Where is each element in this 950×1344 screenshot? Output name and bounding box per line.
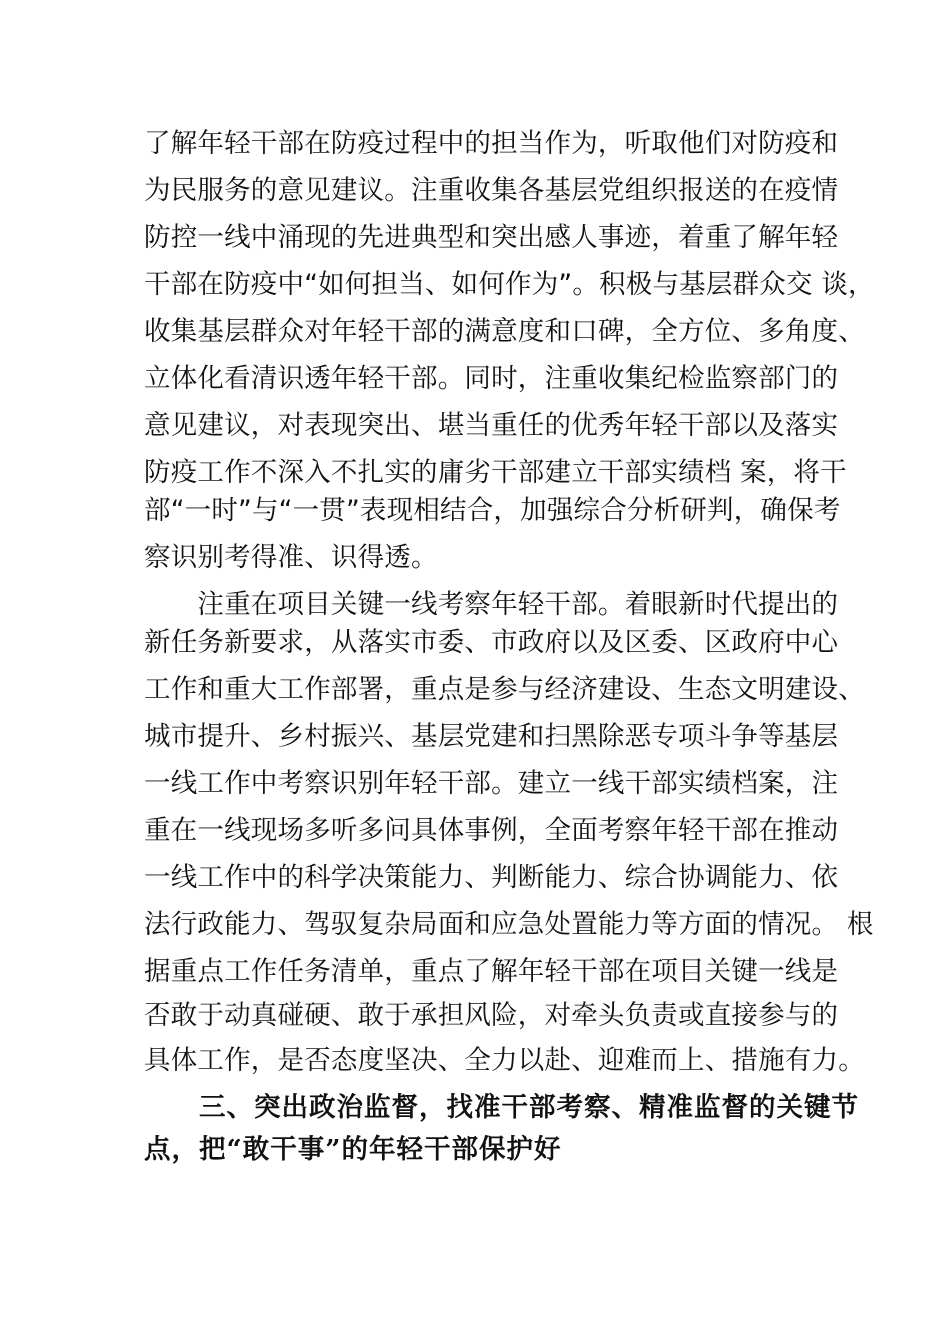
body-line: 一线工作中考察识别年轻干部。建立一线干部实绩档案，注	[144, 768, 839, 799]
body-line: 收集基层群众对年轻干部的满意度和口碑，全方位、多角度、	[144, 316, 865, 347]
body-line: 新任务新要求，从落实市委、市政府以及区委、区政府中心	[144, 627, 839, 658]
body-line: 防控一线中涌现的先进典型和突出感人事迹，着重了解年轻	[144, 222, 839, 253]
body-line: 城市提升、乡村振兴、基层党建和扫黑除恶专项斗争等基层	[144, 721, 839, 752]
body-line: 了解年轻干部在防疫过程中的担当作为，听取他们对防疫和	[144, 128, 839, 159]
body-line: 一线工作中的科学决策能力、判断能力、综合协调能力、依	[144, 862, 839, 893]
body-line: 防疫工作不深入不扎实的庸劣干部建立干部实绩档 案，将干	[144, 457, 847, 488]
body-line: 具体工作，是否态度坚决、全力以赴、迎难而上、措施有力。	[144, 1045, 865, 1076]
body-line: 否敢于动真碰硬、敢于承担风险，对牵头负责或直接参与的	[144, 1000, 839, 1031]
body-line: 注重在项目关键一线考察年轻干部。着眼新时代提出的	[144, 589, 839, 620]
body-line: 法行政能力、驾驭复杂局面和应急处置能力等方面的情况。 根	[144, 909, 874, 940]
body-line: 意见建议，对表现突出、堪当重任的优秀年轻干部以及落实	[144, 410, 839, 441]
body-line: 为民服务的意见建议。注重收集各基层党组织报送的在疫情	[144, 175, 839, 206]
body-line: 干部在防疫中“如何担当、如何作为”。积极与基层群众交 谈，	[144, 269, 875, 300]
body-line: 察识别考得准、识得透。	[144, 542, 438, 573]
section-heading-line: 三、突出政治监督，找准干部考察、精准监督的关键节	[144, 1092, 859, 1123]
body-line: 重在一线现场多听多问具体事例，全面考察年轻干部在推动	[144, 815, 839, 846]
body-line: 工作和重大工作部署，重点是参与经济建设、生态文明建设、	[144, 674, 865, 705]
section-heading-line: 点，把“敢干事”的年轻干部保护好	[144, 1134, 562, 1165]
body-line: 部“一时”与“一贯”表现相结合，加强综合分析研判，确保考	[144, 495, 841, 526]
body-line: 据重点工作任务清单，重点了解年轻干部在项目关键一线是	[144, 956, 839, 987]
body-line: 立体化看清识透年轻干部。同时，注重收集纪检监察部门的	[144, 363, 839, 394]
